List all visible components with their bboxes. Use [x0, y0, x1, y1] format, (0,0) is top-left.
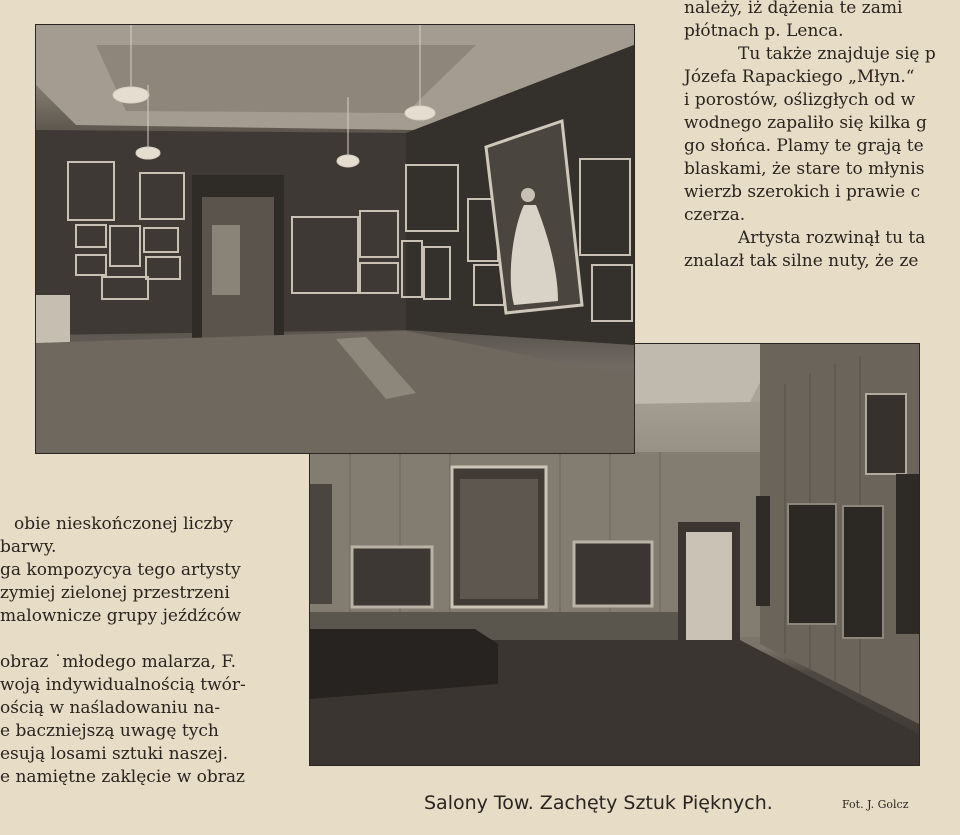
text-line: go słońca. Plamy te grają te — [684, 136, 924, 156]
text-line: blaskami, że stare to młynis — [684, 159, 925, 179]
text-line: i porostów, oślizgłych od w — [684, 90, 916, 110]
text-line: znalazł tak silne nuty, że ze — [684, 251, 919, 271]
text-line: esują losami sztuki naszej. — [0, 744, 229, 764]
text-line: należy, iż dążenia te zami — [684, 0, 903, 18]
photo-caption: Salony Tow. Zachęty Sztuk Pięknych. — [424, 792, 773, 814]
text-line: Tu także znajduje się p — [738, 44, 936, 64]
text-line: płótnach p. Lenca. — [684, 21, 844, 41]
text-line: zymiej zielonej przestrzeni — [0, 583, 230, 603]
right-text-column — [684, 0, 936, 273]
text-line: obraz ˙młodego malarza, F. — [0, 652, 236, 672]
text-line — [0, 628, 246, 651]
text-line: ga kompozycya tego artysty — [0, 560, 241, 580]
text-line: e baczniejszą uwagę tych — [0, 721, 219, 741]
text-line: Artysta rozwinął tu ta — [738, 228, 926, 248]
text-line: malownicze grupy jeźdźców — [0, 606, 242, 626]
text-line: woją indywidualnością twór- — [0, 675, 246, 695]
left-text-column — [0, 513, 246, 789]
text-line: wierzb szerokich i prawie c — [684, 182, 921, 202]
text-line: Józefa Rapackiego „Młyn.“ — [684, 67, 915, 87]
text-line: czerza. — [684, 205, 746, 225]
gallery-photo-top — [35, 24, 635, 454]
text-line: ością w naśladowaniu na- — [0, 698, 221, 718]
photo-credit: Fot. J. Golcz — [842, 798, 909, 811]
text-line: barwy. — [0, 537, 57, 557]
text-line: wodnego zapaliło się kilka g — [684, 113, 927, 133]
gallery-room-illustration — [36, 25, 634, 453]
text-line: e namiętne zaklęcie w obraz — [0, 767, 246, 787]
text-line: obie nieskończonej liczby — [14, 514, 233, 534]
